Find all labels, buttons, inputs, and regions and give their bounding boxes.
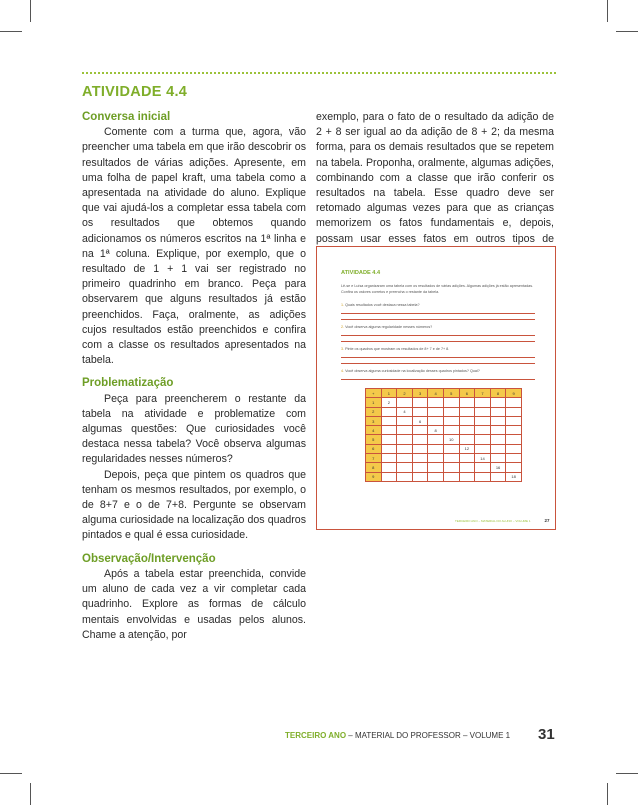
table-row-header-cell: 5 bbox=[366, 435, 382, 444]
crop-mark bbox=[0, 773, 22, 774]
table-header-cell: 8 bbox=[490, 389, 506, 398]
footer-material: – MATERIAL DO PROFESSOR – VOLUME 1 bbox=[346, 731, 511, 740]
table-cell: 4 bbox=[397, 407, 413, 416]
table-cell bbox=[443, 463, 459, 472]
table-cell bbox=[397, 454, 413, 463]
table-row-header-cell: 1 bbox=[366, 398, 382, 407]
crop-mark bbox=[607, 0, 608, 22]
right-column bbox=[316, 110, 554, 262]
table-cell bbox=[506, 416, 522, 425]
table-cell bbox=[459, 426, 475, 435]
table-cell bbox=[397, 435, 413, 444]
table-cell bbox=[475, 472, 491, 481]
table-cell bbox=[428, 398, 444, 407]
answer-line bbox=[341, 363, 535, 364]
table-cell bbox=[412, 444, 428, 453]
table-row-header-cell: 3 bbox=[366, 416, 382, 425]
table-cell bbox=[475, 416, 491, 425]
table-cell bbox=[490, 398, 506, 407]
table-cell bbox=[490, 435, 506, 444]
table-header-cell: 4 bbox=[428, 389, 444, 398]
table-cell bbox=[412, 463, 428, 472]
table-cell: 8 bbox=[428, 426, 444, 435]
table-cell bbox=[475, 398, 491, 407]
student-page-number: 27 bbox=[544, 518, 550, 523]
table-cell bbox=[490, 426, 506, 435]
table-header-cell: 6 bbox=[459, 389, 475, 398]
section-title-conversa: Conversa inicial bbox=[82, 111, 171, 123]
table-cell bbox=[381, 416, 397, 425]
table-cell: 10 bbox=[443, 435, 459, 444]
table-cell bbox=[381, 454, 397, 463]
answer-line bbox=[341, 335, 535, 336]
table-row bbox=[366, 407, 522, 416]
table-cell bbox=[475, 407, 491, 416]
answer-line bbox=[341, 357, 535, 358]
table-cell bbox=[490, 472, 506, 481]
table-cell: 16 bbox=[490, 463, 506, 472]
table-cell bbox=[443, 472, 459, 481]
table-header-cell: 2 bbox=[397, 389, 413, 398]
table-cell bbox=[459, 454, 475, 463]
table-header-row bbox=[366, 389, 522, 398]
section-title-observacao: Observação/Intervenção bbox=[82, 552, 216, 565]
paragraph-problematizacao-1: Peça para preencherem o restante da tabela na atividade e problematize com algumas questões: Que curiosidades você destaca nessa tabela? Você observa algumas regularidades nesses números? bbox=[82, 392, 306, 466]
table-cell: 14 bbox=[475, 454, 491, 463]
question-1: 1. Quais resultados você destaca nessa tabela? bbox=[341, 303, 420, 307]
table-cell bbox=[381, 426, 397, 435]
question-1-text: Quais resultados você destaca nessa tabela? bbox=[345, 303, 420, 307]
table-cell bbox=[428, 444, 444, 453]
table-cell bbox=[506, 435, 522, 444]
crop-mark bbox=[607, 783, 608, 805]
table-cell bbox=[397, 398, 413, 407]
table-cell bbox=[459, 435, 475, 444]
table-cell bbox=[459, 472, 475, 481]
table-row-header-cell: 4 bbox=[366, 426, 382, 435]
table-cell bbox=[475, 435, 491, 444]
table-cell bbox=[443, 407, 459, 416]
table-cell: 6 bbox=[412, 416, 428, 425]
table-cell bbox=[443, 426, 459, 435]
table-cell bbox=[459, 407, 475, 416]
table-cell bbox=[459, 463, 475, 472]
crop-mark bbox=[616, 31, 638, 32]
table-cell bbox=[475, 426, 491, 435]
table-cell bbox=[490, 416, 506, 425]
footer-grade: TERCEIRO ANO bbox=[285, 731, 347, 740]
table-cell bbox=[428, 454, 444, 463]
table-cell bbox=[475, 444, 491, 453]
page-number: 31 bbox=[538, 726, 555, 743]
table-cell bbox=[443, 398, 459, 407]
table-row bbox=[366, 435, 522, 444]
table-cell bbox=[428, 472, 444, 481]
crop-mark bbox=[30, 0, 31, 22]
table-cell bbox=[412, 454, 428, 463]
table-cell bbox=[506, 463, 522, 472]
table-header-cell: + bbox=[366, 389, 382, 398]
table-cell bbox=[506, 398, 522, 407]
table-header-cell: 3 bbox=[412, 389, 428, 398]
section-title-problematizacao: Problematização bbox=[82, 377, 174, 390]
addition-table bbox=[365, 388, 522, 482]
table-cell bbox=[381, 407, 397, 416]
activity-title: ATIVIDADE 4.4 bbox=[82, 84, 188, 100]
table-cell bbox=[412, 472, 428, 481]
table-cell bbox=[412, 426, 428, 435]
question-2-text: Você observa alguma regularidade nesses números? bbox=[345, 325, 433, 329]
table-row bbox=[366, 454, 522, 463]
table-row-header-cell: 6 bbox=[366, 444, 382, 453]
table-cell bbox=[412, 435, 428, 444]
table-row-header-cell: 7 bbox=[366, 454, 382, 463]
table-row bbox=[366, 398, 522, 407]
table-row bbox=[366, 472, 522, 481]
table-cell bbox=[381, 435, 397, 444]
answer-line bbox=[341, 379, 535, 380]
table-row bbox=[366, 416, 522, 425]
answer-line bbox=[341, 313, 535, 314]
question-3: 3. Pinte os quadros que mostram os resultados de 8+ 7 e de 7+ 8. bbox=[341, 347, 450, 351]
table-row-header-cell: 9 bbox=[366, 472, 382, 481]
question-4: 4. Você observa alguma curiosidade na localização desses quadros pintados? Qual? bbox=[341, 369, 480, 373]
table-cell bbox=[506, 426, 522, 435]
table-cell: 18 bbox=[506, 472, 522, 481]
table-cell: 2 bbox=[381, 398, 397, 407]
table-header-cell: 5 bbox=[443, 389, 459, 398]
table-cell bbox=[397, 463, 413, 472]
table-row bbox=[366, 463, 522, 472]
table-row-header-cell: 2 bbox=[366, 407, 382, 416]
table-cell bbox=[428, 416, 444, 425]
table-cell bbox=[397, 416, 413, 425]
table-cell bbox=[412, 407, 428, 416]
student-page-title: ATIVIDADE 4.4 bbox=[341, 270, 381, 276]
answer-line bbox=[341, 319, 535, 320]
question-2: 2. Você observa alguma regularidade nesses números? bbox=[341, 325, 433, 329]
table-header-cell: 1 bbox=[381, 389, 397, 398]
table-cell bbox=[428, 435, 444, 444]
table-cell bbox=[490, 407, 506, 416]
paragraph-conversa: Comente com a turma que, agora, vão preencher uma tabela em que irão descobrir os resultados de várias adições. Apresente, em uma folha de papel kraft, uma tabela como a apresentada na atividade do aluno. Explique que vai ajudá-los a completar essa tabela com os resultados que obtemos quando adicionamos os números escritos na 1ª linha e na 1ª coluna. Explique, por exemplo, que o resultado de 1 + 1 vai ser registrado no primeiro quadrinho em branco. Peça para observarem que alguns resultados já estão preenchidos. Faça, oralmente, as adições cujos resultados estão preenchidos e confira com a classe os resultados apresentados na tabela. bbox=[82, 126, 306, 367]
table-row-header-cell: 8 bbox=[366, 463, 382, 472]
table-cell bbox=[490, 444, 506, 453]
table-cell bbox=[428, 463, 444, 472]
table-cell bbox=[381, 444, 397, 453]
student-footer-text: TERCEIRO ANO – MATERIAL DO ALUNO – VOLUME 1 bbox=[455, 519, 531, 523]
question-4-text: Você observa alguma curiosidade na localização desses quadros pintados? Qual? bbox=[345, 369, 480, 373]
table-header-cell: 7 bbox=[475, 389, 491, 398]
table-cell bbox=[443, 416, 459, 425]
table-row bbox=[366, 444, 522, 453]
left-column bbox=[82, 110, 306, 643]
crop-mark bbox=[616, 773, 638, 774]
dotted-rule bbox=[82, 72, 556, 74]
table-cell bbox=[459, 416, 475, 425]
student-page-footer bbox=[455, 518, 550, 523]
table-cell bbox=[397, 472, 413, 481]
table-cell bbox=[490, 454, 506, 463]
table-cell bbox=[443, 454, 459, 463]
table-cell bbox=[381, 463, 397, 472]
table-cell bbox=[506, 407, 522, 416]
table-cell bbox=[381, 472, 397, 481]
table-cell: 12 bbox=[459, 444, 475, 453]
table-row bbox=[366, 426, 522, 435]
table-cell bbox=[506, 444, 522, 453]
table-cell bbox=[428, 407, 444, 416]
answer-line bbox=[341, 341, 535, 342]
table-cell bbox=[506, 454, 522, 463]
page-footer bbox=[285, 731, 510, 740]
table-cell bbox=[459, 398, 475, 407]
student-page-thumbnail bbox=[316, 246, 556, 530]
paragraph-continuation: exemplo, para o fato de o resultado da adição de 2 + 8 ser igual ao da adição de 8 + 2; da mesma forma, para os demais resultados que se repetem na tabela. Proponha, oralmente, algumas adições, combinando com a classe que irão conferir os resultados na tabela. Esse quadro deve ser retomado algumas vezes para que as crianças memorizem os fatos fundamentais e, depois, possam usar esses fatos em outros tipos de bbox=[316, 111, 554, 245]
table-cell bbox=[475, 463, 491, 472]
paragraph-observacao: Após a tabela estar preenchida, convide um aluno de cada vez a vir completar cada quadrinho. Explore as formas de cálculo mentais envolvidas e usadas pelos alunos. Chame a atenção, por bbox=[82, 567, 306, 641]
table-cell bbox=[397, 444, 413, 453]
table-header-cell: 9 bbox=[506, 389, 522, 398]
question-3-text: Pinte os quadros que mostram os resultados de 8+ 7 e de 7+ 8. bbox=[345, 347, 450, 351]
table-cell bbox=[443, 444, 459, 453]
student-page-intro: Lê-se e Luísa organizaram uma tabela com os resultados de várias adições. Algumas adições já estão apresentadas. Confira os valores corretos e preencha o restante da tabela. bbox=[341, 284, 534, 294]
crop-mark bbox=[0, 31, 22, 32]
table-cell bbox=[412, 398, 428, 407]
crop-mark bbox=[30, 783, 31, 805]
table-cell bbox=[397, 426, 413, 435]
paragraph-problematizacao-2: Depois, peça que pintem os quadros que tenham os mesmos resultados, por exemplo, o de 8+7 e o de 7+8. Pergunte se observam alguma curiosidade na localização dos quadros pintados e qual é essa curiosidade. bbox=[82, 468, 306, 542]
